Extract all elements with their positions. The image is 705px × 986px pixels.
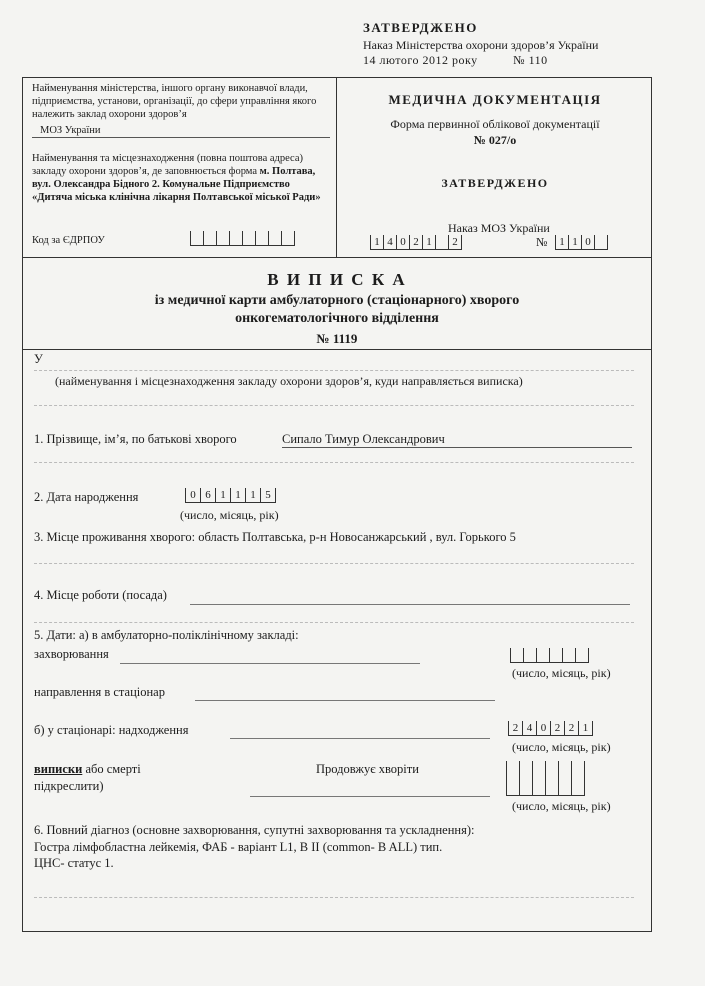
institution-block (32, 152, 330, 204)
admission-date-cell: 2 (508, 721, 522, 736)
approval-heading: ЗАТВЕРДЖЕНО (363, 20, 478, 35)
edrpou-cell (255, 231, 268, 246)
form-type-line: Форма первинної облікової документації (390, 117, 600, 131)
disease-date-label: захворювання (34, 647, 109, 661)
order-no-cell: 0 (581, 235, 594, 250)
edrpou-cell (229, 231, 242, 246)
order-date-cell: 2 (409, 235, 422, 250)
addressee-label: У (34, 352, 43, 366)
disease-date-cells (510, 647, 589, 663)
approval-order: Наказ Міністерства охорони здоров’я України (363, 38, 599, 52)
birth-date-hint: (число, місяць, рік) (180, 508, 279, 522)
edrpou-cell (242, 231, 255, 246)
order-no-cell: 1 (568, 235, 581, 250)
edrpou-cells (190, 230, 295, 246)
moz-order-label: Наказ МОЗ України (448, 221, 550, 235)
order-date-cell: 1 (422, 235, 435, 250)
addressee-hint: (найменування і місцезнаходження закладу охорони здоров’я, куди направляється виписка) (55, 374, 523, 388)
separator-2 (34, 563, 634, 564)
separator-3 (34, 622, 634, 623)
disease-date-cell (536, 648, 549, 663)
admission-date-cell: 2 (550, 721, 564, 736)
admission-date-cell: 0 (536, 721, 550, 736)
discharge-label-rest: або смерті (82, 762, 141, 776)
birth-date-cell: 1 (245, 488, 260, 503)
order-no-cells (555, 234, 608, 250)
institution-label: Найменування та місцезнаходження (повна поштова адреса) закладу охорони здоров’я, де заповнюється форма (32, 153, 303, 177)
institution-address: м. Полтава, вул. Олександра Бідного 2. (32, 166, 316, 190)
discharge-date-cells (506, 760, 585, 796)
disease-date-cell (510, 648, 523, 663)
discharge-date-cell (571, 761, 585, 796)
patient-name-label: 1. Прізвище, ім’я, по батькові хворого (34, 432, 237, 446)
edrpou-label: Код за ЄДРПОУ (32, 235, 105, 246)
form-number: № 027/о (473, 133, 517, 147)
document-subtitle-1: із медичної карти амбулаторного (стаціонарного) хворого (154, 293, 520, 308)
approval-date-text: 14 лютого 2012 року (363, 53, 478, 67)
discharge-date-cell (532, 761, 545, 796)
med-doc-title: МЕДИЧНА ДОКУМЕНТАЦІЯ (388, 92, 602, 107)
birth-date-label: 2. Дата народження (34, 490, 139, 504)
order-date-cell: 2 (448, 235, 462, 250)
document-title: В И П И С К А (267, 270, 407, 289)
diagnosis-line-blank (34, 897, 634, 898)
disease-date-cell (549, 648, 562, 663)
order-date-cells (370, 234, 462, 250)
workplace-label: 4. Місце роботи (посада) (34, 588, 167, 602)
admission-date-line (230, 738, 490, 739)
admission-date-hint: (число, місяць, рік) (512, 740, 611, 754)
document-subtitle-2: онкогематологічного відділення (235, 311, 439, 326)
discharge-date-cell (545, 761, 558, 796)
order-no-label: № (536, 235, 548, 249)
birth-date-cell: 1 (230, 488, 245, 503)
order-no-cell: 1 (555, 235, 568, 250)
dates-outpatient-label: 5. Дати: а) в амбулаторно-поліклінічному закладі: (34, 628, 299, 642)
order-date-cell: 0 (396, 235, 409, 250)
diagnosis-line-2: ЦНС- статус 1. (34, 856, 114, 870)
residence-label: 3. Місце проживання хворого: (34, 530, 196, 544)
disease-date-cell (523, 648, 536, 663)
discharge-status: Продовжує хворіти (316, 762, 419, 776)
diagnosis-line-1: Гостра лімфобластна лейкемія, ФАБ - варіант L1, B II (common- B ALL) тип. (34, 840, 443, 854)
admission-date-label: б) у стаціонарі: надходження (34, 723, 189, 737)
disease-date-hint: (число, місяць, рік) (512, 666, 611, 680)
header-divider (336, 77, 337, 257)
birth-date-cell: 1 (215, 488, 230, 503)
edrpou-cell (203, 231, 216, 246)
admission-date-cell: 1 (578, 721, 593, 736)
admission-date-cell: 2 (564, 721, 578, 736)
birth-date-cells (185, 487, 276, 503)
title-bottom-line (22, 349, 652, 350)
addressee-line-2 (34, 405, 634, 406)
discharge-date-hint: (число, місяць, рік) (512, 799, 611, 813)
residence-value: область Полтавська, р-н Новосанжарський , вул. Горького 5 (198, 530, 516, 544)
discharge-date-cell (519, 761, 532, 796)
separator-1 (34, 462, 634, 463)
admission-date-cell: 4 (522, 721, 536, 736)
referral-date-line (195, 700, 495, 701)
header-bottom-line (22, 257, 652, 258)
approval-number: № 110 (513, 53, 548, 67)
order-date-cell: 4 (383, 235, 396, 250)
disease-date-cell (562, 648, 575, 663)
discharge-line (250, 796, 490, 797)
discharge-date-cell (558, 761, 571, 796)
document-number: № 1119 (316, 331, 358, 346)
edrpou-cell (190, 231, 203, 246)
disease-date-cell (575, 648, 589, 663)
order-date-cell: 1 (370, 235, 383, 250)
edrpou-cell (216, 231, 229, 246)
birth-date-cell: 5 (260, 488, 276, 503)
disease-date-line (120, 663, 420, 664)
edrpou-cell (281, 231, 295, 246)
form-approved: ЗАТВЕРДЖЕНО (441, 176, 549, 190)
ministry-label: Найменування міністерства, іншого органу виконавчої влади, підприємства, установи, організації, до сфери управління якого належить заклад охорони здоров’я (32, 83, 317, 120)
referral-date-label: направлення в стаціонар (34, 685, 165, 699)
order-date-cell (435, 235, 448, 250)
edrpou-cell (268, 231, 281, 246)
discharge-label-row (34, 762, 141, 777)
birth-date-cell: 6 (200, 488, 215, 503)
admission-date-cells (508, 720, 593, 736)
discharge-label-underlined: виписки (34, 762, 83, 776)
workplace-line (190, 604, 630, 605)
institution-name: Комунальне Підприємство «Дитяча міська клінічна лікарня Полтавської міської Ради» (32, 179, 321, 203)
residence-row (34, 530, 516, 545)
diagnosis-label: 6. Повний діагноз (основне захворювання, супутні захворювання та ускладнення): (34, 823, 475, 837)
patient-name-value: Сипало Тимур Олександрович (282, 432, 632, 448)
discharge-date-cell (506, 761, 519, 796)
discharge-label-2: підкреслити) (34, 779, 104, 793)
addressee-line (34, 370, 634, 371)
birth-date-cell: 0 (185, 488, 200, 503)
approval-date (363, 53, 548, 68)
order-no-cell (594, 235, 608, 250)
ministry-value: МОЗ України (32, 124, 330, 138)
